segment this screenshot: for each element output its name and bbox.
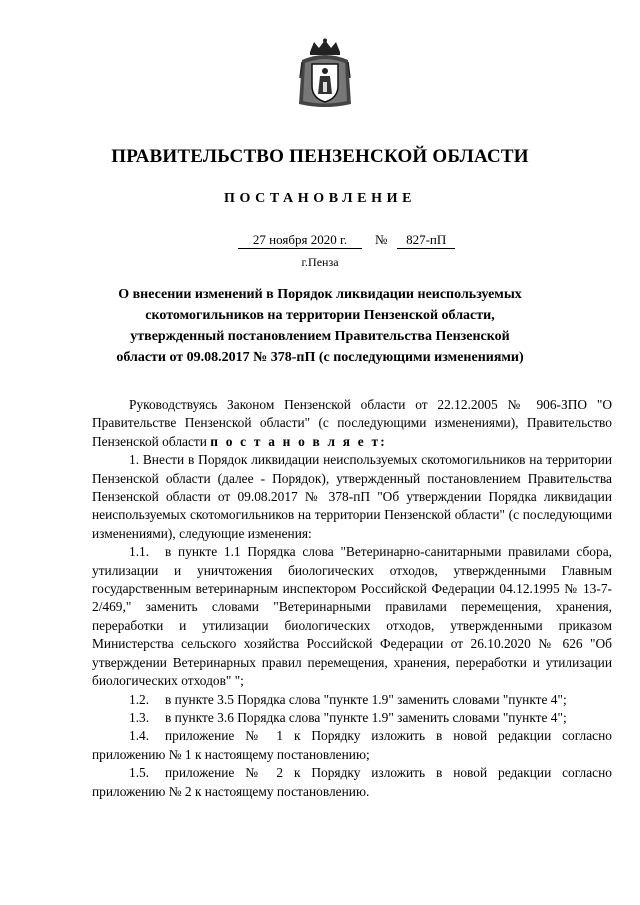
list-item (92, 709, 612, 727)
decree-body (92, 396, 612, 801)
item-text: приложение № 1 к Порядку изложить в новой редакции согласно приложению № 1 к настоящему постановлению; (92, 728, 612, 762)
resolves-text: п о с т а н о в л я е т: (210, 433, 387, 449)
list-item (92, 764, 612, 801)
item-number: 1.4. (129, 728, 150, 744)
date-number-line (238, 232, 455, 249)
item-number: 1.3. (129, 709, 150, 725)
preamble-paragraph (92, 396, 612, 451)
list-item (92, 543, 612, 690)
decree-subject: О внесении изменений в Порядок ликвидации неиспользуемых скотомогильников на территории Пензенской области, утвержденный постановлением Правительства Пензенской области от 09.08.2017 № 378-пП (с последующими изменениями) (116, 287, 524, 365)
decree-number: 827-пП (397, 232, 455, 249)
item-number: 1.1. (129, 544, 150, 560)
city: г.Пенза (301, 255, 339, 269)
item-text: в пункте 1.1 Порядка слова "Ветеринарно-санитарными правилами сбора, утилизации и уничтожения биологических отходов, утвержденными Главным государственным ветеринарным инспектором Российской Федерации 04.12.1995 № 13-7-2/469," заменить словами "Ветеринарными правилами перемещения, хранения, переработки и утилизации биологических отходов, утвержденными приказом Министерства сельского хозяйства Российской Федерации от 26.10.2020 № 626 "Об утверждении Ветеринарных правил перемещения, хранения, переработки и утилизации биологических отходов" "; (92, 544, 612, 689)
item-text: в пункте 3.6 Порядка слова "пункте 1.9" заменить словами "пункте 4"; (165, 709, 567, 725)
item-text: приложение № 2 к Порядку изложить в новой редакции согласно приложению № 2 к настоящему постановлению. (92, 765, 612, 799)
coat-of-arms-emblem (296, 38, 354, 110)
decree-date: 27 ноября 2020 г. (238, 232, 362, 249)
preamble-text: Руководствуясь Законом Пензенской области от 22.12.2005 № 906-ЗПО "О Правительстве Пензенской области" (с последующими изменениями), Правительство Пензенской области (92, 397, 612, 449)
document-type: ПОСТАНОВЛЕНИЕ (223, 191, 417, 206)
list-item (92, 727, 612, 764)
item-text: в пункте 3.5 Порядка слова "пункте 1.9" заменить словами "пункте 4"; (165, 691, 567, 707)
paragraph-1: 1. Внести в Порядок ликвидации неиспользуемых скотомогильников на территории Пензенской области (далее - Порядок), утвержденный постановлением Правительства Пензенской области от 09.08.2017 № 378-пП "Об утверждении Порядка ликвидации неиспользуемых скотомогильников на территории Пензенской области" (с последующими изменениями), следующие изменения: (92, 452, 612, 541)
item-number: 1.2. (129, 691, 150, 707)
organization-title: ПРАВИТЕЛЬСТВО ПЕНЗЕНСКОЙ ОБЛАСТИ (111, 146, 529, 167)
item-number: 1.5. (129, 765, 150, 781)
list-item (92, 691, 612, 709)
number-sign: № (375, 232, 388, 247)
